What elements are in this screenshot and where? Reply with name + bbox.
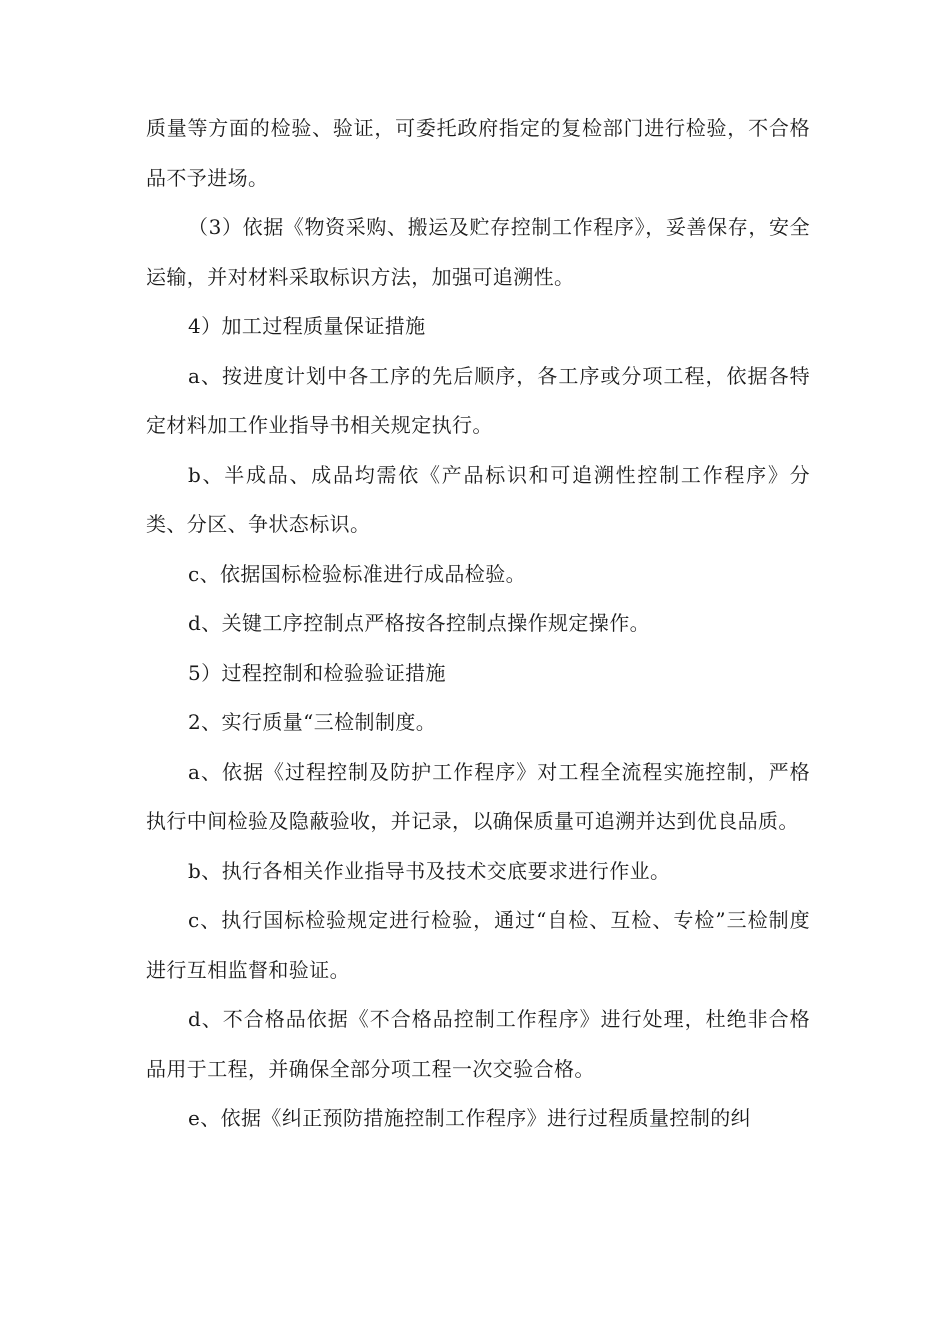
- paragraph-14: e、依据《纠正预防措施控制工作程序》进行过程质量控制的纠: [188, 1106, 752, 1130]
- document-body: [146, 104, 810, 1144]
- paragraph-7: d、关键工序控制点严格按各控制点操作规定操作。: [188, 611, 651, 635]
- paragraph-4: a、按进度计划中各工序的先后顺序，各工序或分项工程，依据各特定材料加工作业指导书相关规定执行。: [146, 363, 810, 437]
- paragraph-5: b、半成品、成品均需依《产品标识和可追溯性控制工作程序》分类、分区、争状态标识。: [146, 462, 810, 536]
- paragraph-3: 4）加工过程质量保证措施: [188, 314, 426, 338]
- paragraph-6: c、依据国标检验标准进行成品检验。: [188, 561, 527, 586]
- paragraph-9: 2、实行质量“三检制制度。: [188, 710, 437, 734]
- paragraph-8: 5）过程控制和检验验证措施: [188, 660, 446, 685]
- paragraph-10: a、依据《过程控制及防护工作程序》对工程全流程实施控制，严格执行中间检验及隐蔽验收，并记录，以确保质量可追溯并达到优良品质。: [146, 759, 810, 833]
- paragraph-1: 质量等方面的检验、验证，可委托政府指定的复检部门进行检验，不合格品不予进场。: [146, 116, 810, 190]
- paragraph-11: b、执行各相关作业指导书及技术交底要求进行作业。: [188, 858, 671, 883]
- paragraph-12: c、执行国标检验规定进行检验，通过“自检、互检、专检”三检制度进行互相监督和验证。: [146, 908, 810, 982]
- paragraph-13: d、不合格品依据《不合格品控制工作程序》进行处理，杜绝非合格品用于工程，并确保全部分项工程一次交验合格。: [146, 1007, 810, 1081]
- paragraph-2: （3）依据《物资采购、搬运及贮存控制工作程序》，妥善保存，安全运输，并对材料采取标识方法，加强可追溯性。: [146, 215, 810, 289]
